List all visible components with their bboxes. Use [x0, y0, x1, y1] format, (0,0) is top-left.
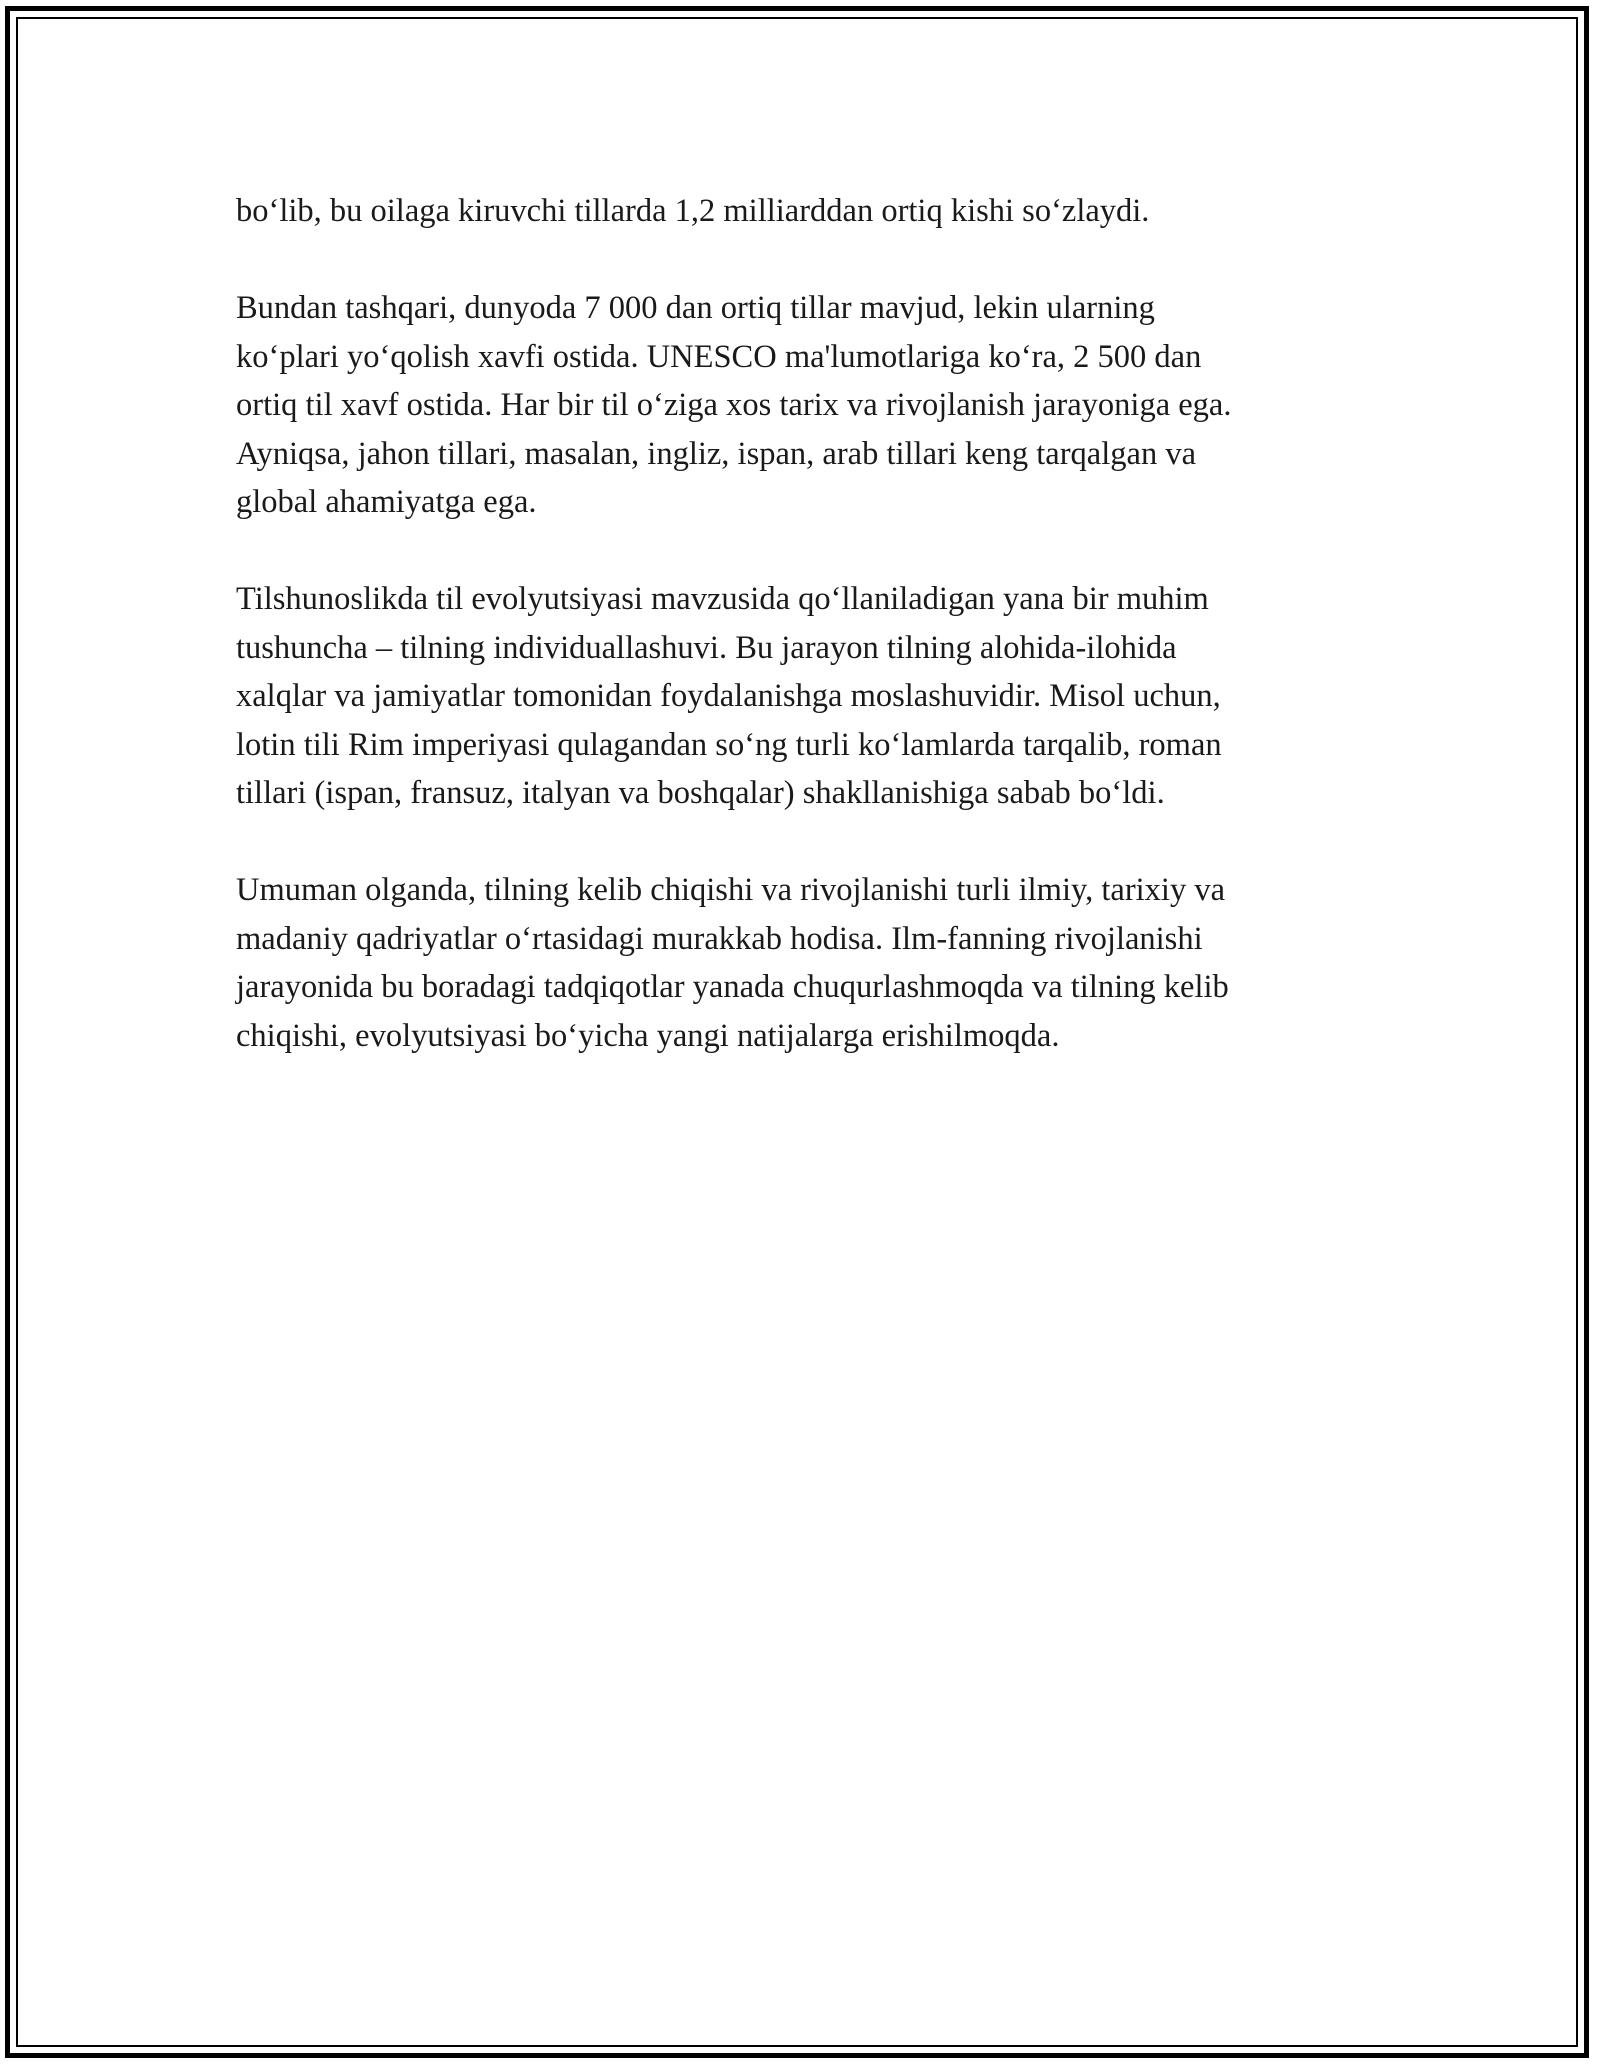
text-line: xalqlar va jamiyatlar tomonidan foydalanishga moslashuvidir. Misol uchun, — [236, 678, 1221, 714]
text-line: Tilshunoslikda til evolyutsiyasi mavzusida qo‘llaniladigan yana bir muhim — [236, 581, 1209, 617]
text-line: chiqishi, evolyutsiyasi bo‘yicha yangi natijalarga erishilmoqda. — [236, 1017, 1060, 1054]
document-body — [236, 187, 1376, 1109]
text-line: bo‘lib, bu oilaga kiruvchi tillarda 1,2 milliarddan ortiq kishi so‘zlaydi. — [236, 193, 1150, 229]
paragraph-2 — [236, 284, 1376, 527]
text-line: jarayonida bu boradagi tadqiqotlar yanada chuqurlashmoqda va tilning kelib — [236, 969, 1229, 1005]
text-line: Bundan tashqari, dunyoda 7 000 dan ortiq tillar mavjud, lekin ularning — [236, 290, 1155, 326]
text-line: ortiq til xavf ostida. Har bir til o‘ziga xos tarix va rivojlanish jarayoniga ega. — [236, 387, 1232, 423]
paragraph-1 — [236, 187, 1376, 236]
paragraph-4 — [236, 866, 1376, 1060]
text-line: Umuman olganda, tilning kelib chiqishi va rivojlanishi turli ilmiy, tarixiy va — [236, 872, 1225, 908]
text-line: lotin tili Rim imperiyasi qulagandan so‘ng turli ko‘lamlarda tarqalib, roman — [236, 726, 1222, 763]
text-line: global ahamiyatga ega. — [236, 484, 537, 520]
text-line: tushuncha – tilning individuallashuvi. Bu jarayon tilning alohida-ilohida — [236, 629, 1177, 666]
text-line: madaniy qadriyatlar o‘rtasidagi murakkab hodisa. Ilm-fanning rivojlanishi — [236, 920, 1203, 957]
text-line: tillari (ispan, fransuz, italyan va boshqalar) shakllanishiga sabab bo‘ldi. — [236, 775, 1165, 811]
text-line: Ayniqsa, jahon tillari, masalan, ingliz, ispan, arab tillari keng tarqalgan va — [236, 435, 1196, 472]
text-line: ko‘plari yo‘qolish xavfi ostida. UNESCO ma'lumotlariga ko‘ra, 2 500 dan — [236, 338, 1202, 375]
paragraph-3 — [236, 575, 1376, 818]
